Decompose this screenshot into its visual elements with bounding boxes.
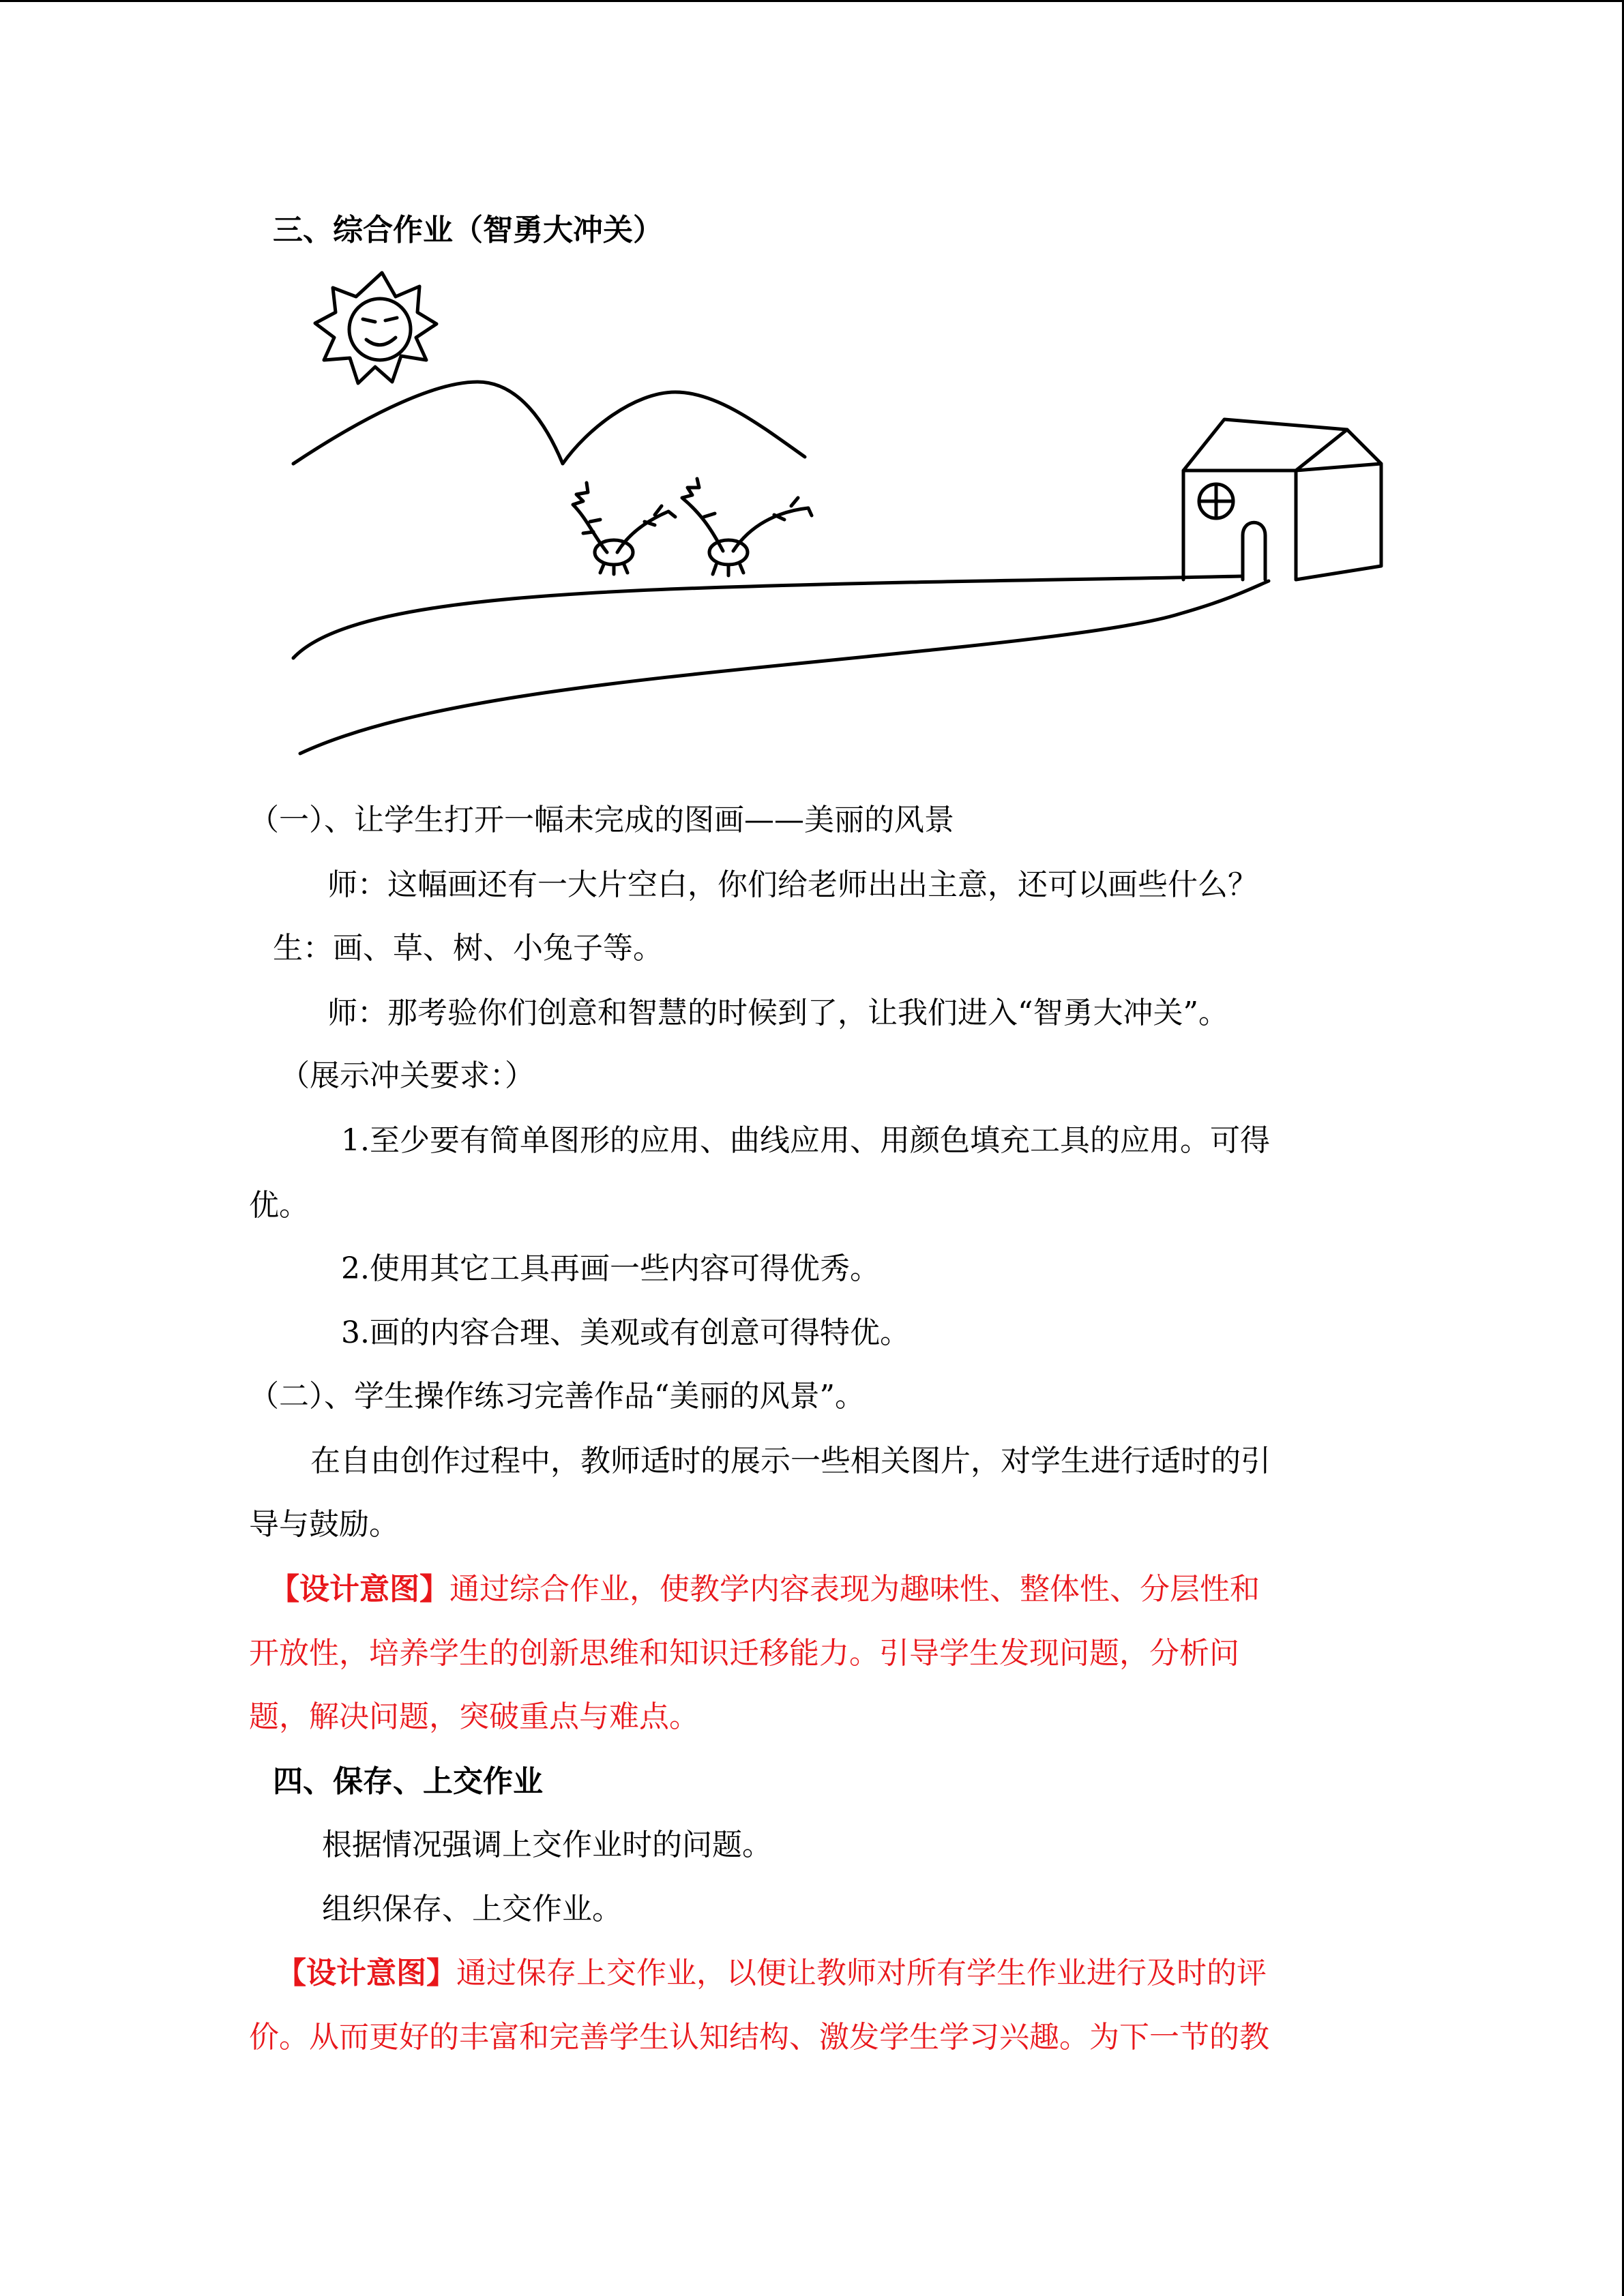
design-intent-label: 【设计意图】	[276, 1956, 456, 1991]
section-1-title: （一）、让学生打开一幅未完成的图画——美丽的风景	[249, 803, 954, 837]
design-intent-1	[269, 1570, 1260, 1609]
requirement-3: 3.画的内容合理、美观或有创意可得特优。	[341, 1315, 910, 1350]
sun-icon	[315, 273, 437, 383]
radish-plant-right	[682, 479, 812, 576]
landscape-drawing	[273, 266, 1391, 777]
section-2-title: （二）、学生操作练习完善作品“美丽的风景”。	[249, 1379, 865, 1414]
teacher-statement: 师：那考验你们创意和智慧的时候到了，让我们进入“智勇大冲关”。	[327, 996, 1228, 1030]
design-intent-label: 【设计意图】	[269, 1572, 449, 1607]
mountain-outline	[293, 382, 805, 464]
design-intent-1-line3: 题，解决问题，突破重点与难点。	[249, 1699, 699, 1734]
path-upper-edge	[293, 576, 1241, 658]
design-intent-1-line2: 开放性，培养学生的创新思维和知识迁移能力。引导学生发现问题，分析问	[249, 1636, 1239, 1671]
requirement-1-cont: 优。	[249, 1188, 309, 1223]
heading-section-3: 三、综合作业（智勇大冲关）	[273, 213, 663, 248]
requirements-title: （展示冲关要求：）	[280, 1058, 535, 1093]
page-top-border	[0, 0, 1624, 2]
radish-plant-left	[573, 483, 675, 574]
design-intent-2-line2: 价。从而更好的丰富和完善学生认知结构、激发学生学习兴趣。为下一节的教	[249, 2020, 1269, 2055]
student-answer: 生：画、草、树、小兔子等。	[273, 931, 663, 966]
design-intent-2	[276, 1954, 1267, 1993]
heading-section-4: 四、保存、上交作业	[273, 1764, 543, 1799]
paragraph-save-2: 组织保存、上交作业。	[322, 1892, 622, 1926]
design-intent-text: 通过保存上交作业，以便让教师对所有学生作业进行及时的评	[456, 1956, 1267, 1991]
house-icon	[1183, 419, 1381, 580]
paragraph-save-1: 根据情况强调上交作业时的问题。	[322, 1828, 772, 1862]
requirement-2: 2.使用其它工具再画一些内容可得优秀。	[341, 1251, 880, 1286]
requirement-1: 1.至少要有简单图形的应用、曲线应用、用颜色填充工具的应用。可得	[341, 1123, 1270, 1158]
design-intent-text: 通过综合作业，使教学内容表现为趣味性、整体性、分层性和	[449, 1572, 1260, 1607]
paragraph-free-creation: 在自由创作过程中，教师适时的展示一些相关图片，对学生进行适时的引	[310, 1444, 1271, 1478]
paragraph-free-creation-cont: 导与鼓励。	[249, 1507, 399, 1542]
teacher-question: 师：这幅画还有一大片空白，你们给老师出出主意，还可以画些什么？	[327, 867, 1258, 902]
